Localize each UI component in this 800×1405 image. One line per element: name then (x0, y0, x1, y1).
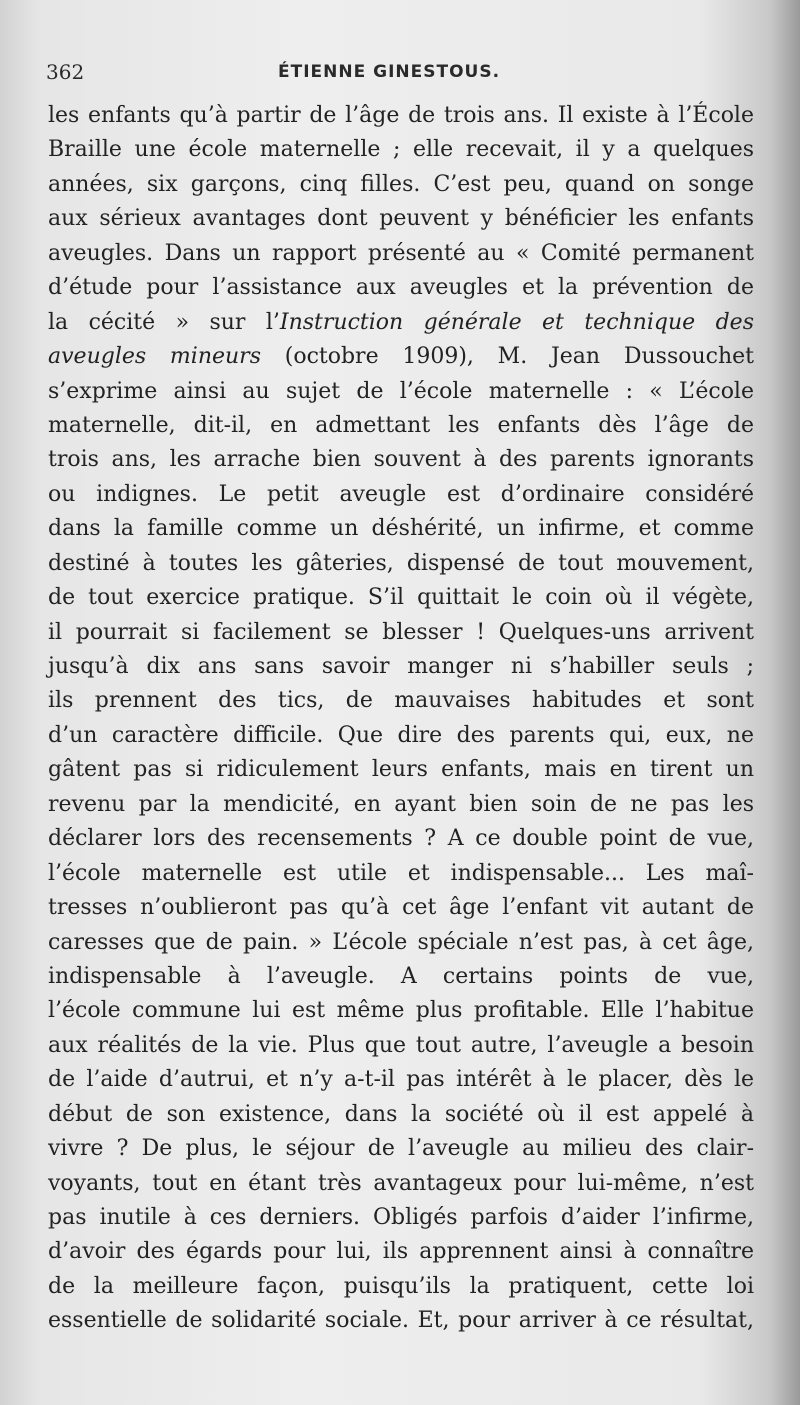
italic-title: Instruction générale et technique des (279, 309, 754, 335)
body-text (48, 99, 754, 1339)
text-line: l’école maternelle est utile et indispensable... Les maî- (48, 860, 754, 886)
text-line: de la meilleure façon, puisqu’ils la pratiquent, cette loi (48, 1273, 754, 1299)
text-line: de tout exercice pratique. S’il quittait le coin où il végète, (48, 585, 754, 611)
text-line: gâtent pas si ridiculement leurs enfants, mais en tirent un (48, 757, 754, 783)
text-line: trois ans, les arrache bien souvent à des parents ignorants (48, 447, 754, 473)
text-line: aux sérieux avantages dont peuvent y bénéficier les enfants (48, 206, 754, 232)
text-line: d’avoir des égards pour lui, ils apprennent ainsi à connaître (48, 1239, 754, 1265)
text-line: aux réalités de la vie. Plus que tout autre, l’aveugle a besoin (48, 1032, 754, 1058)
text-line: dans la famille comme un déshérité, un infirme, et comme (48, 516, 754, 542)
text-line (48, 306, 754, 340)
text-line: caresses que de pain. » L’école spéciale n’est pas, à cet âge, (48, 929, 754, 955)
text-line: pas inutile à ces derniers. Obligés parfois d’aider l’infirme, (48, 1205, 754, 1230)
text-line: s’exprime ainsi au sujet de l’école maternelle : « L’école (48, 378, 754, 404)
text-line: d’étude pour l’assistance aux aveugles et la prévention de (48, 275, 754, 301)
text-line: tresses n’oublieront pas qu’à cet âge l’enfant vit autant de (48, 895, 754, 921)
text-line: début de son existence, dans la société où il est appelé à (48, 1101, 754, 1127)
text-segment: la cécité » sur l’ (48, 309, 280, 335)
text-line: maternelle, dit-il, en admettant les enfants dès l’âge de (48, 412, 754, 438)
text-line: revenu par la mendicité, en ayant bien soin de ne pas les (48, 791, 754, 817)
text-line: déclarer lors des recensements ? A ce double point de vue, (48, 826, 754, 852)
text-line: il pourrait si facilement se blesser ! Quelques-uns arrivent (48, 619, 754, 645)
page-number: 362 (46, 60, 85, 84)
text-line: l’école commune lui est même plus profitable. Elle l’habitue (48, 998, 754, 1024)
text-line: essentielle de solidarité sociale. Et, pour arriver à ce résultat, (48, 1308, 754, 1334)
text-line: de l’aide d’autrui, et n’y a-t-il pas intérêt à le placer, dès le (48, 1067, 754, 1093)
text-segment: (octobre 1909), M. Jean Dussouchet (260, 344, 754, 370)
text-line: destiné à toutes les gâteries, dispensé de tout mouvement, (48, 550, 754, 576)
text-line: aveugles. Dans un rapport présenté au « Comité permanent (48, 240, 754, 266)
text-line: vivre ? De plus, le séjour de l’aveugle au milieu des clair- (48, 1136, 754, 1162)
page-header (46, 60, 746, 90)
text-line: voyants, tout en étant très avantageux pour lui-même, n’est (48, 1170, 754, 1196)
text-line: jusqu’à dix ans sans savoir manger ni s’habiller seuls ; (48, 654, 754, 679)
text-line: Braille une école maternelle ; elle recevait, il y a quelques (48, 137, 754, 163)
text-line: années, six garçons, cinq filles. C’est peu, quand on songe (48, 171, 754, 197)
text-line (48, 340, 754, 374)
text-line: ou indignes. Le petit aveugle est d’ordinaire considéré (48, 481, 754, 507)
running-title: ÉTIENNE GINESTOUS. (278, 62, 501, 82)
italic-title: aveugles mineurs (48, 344, 261, 370)
text-line: d’un caractère difficile. Que dire des parents qui, eux, ne (48, 722, 754, 748)
text-line: ils prennent des tics, de mauvaises habitudes et sont (48, 688, 754, 714)
text-line: indispensable à l’aveugle. A certains points de vue, (48, 963, 754, 989)
text-line: les enfants qu’à partir de l’âge de trois ans. Il existe à l’École (48, 103, 754, 128)
